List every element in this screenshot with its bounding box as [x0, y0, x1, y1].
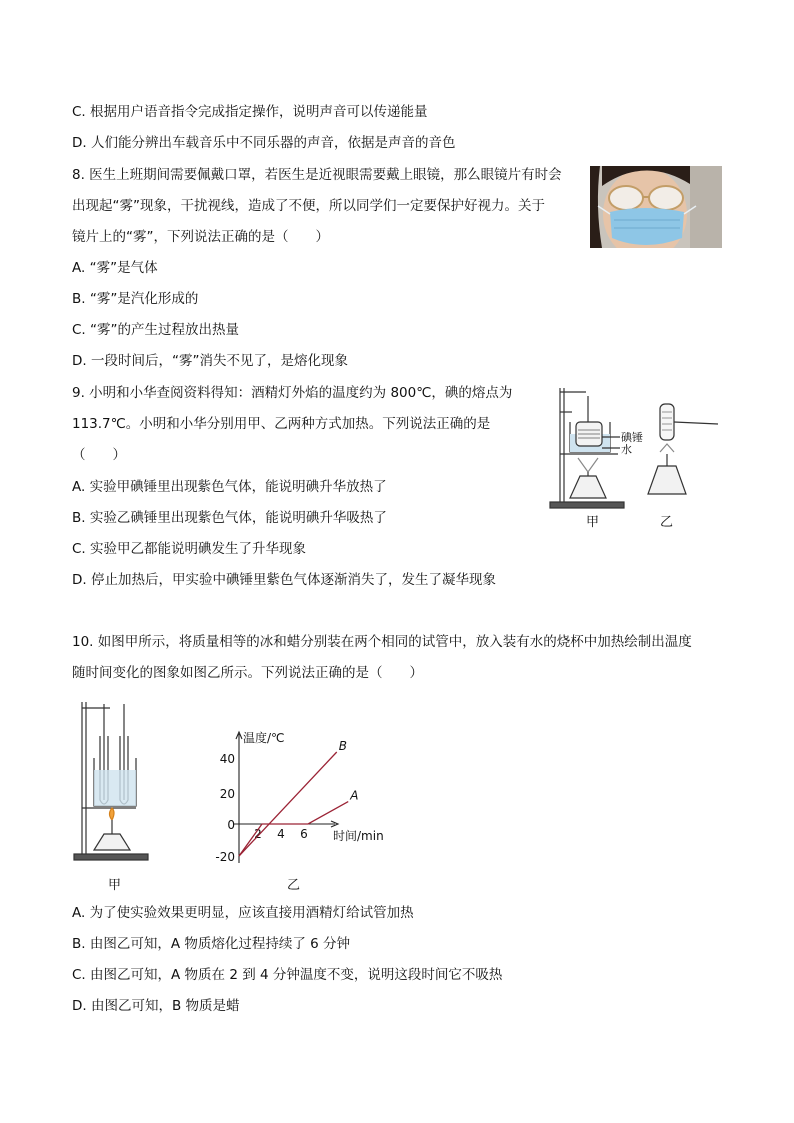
x-axis-label: 时间/min	[333, 829, 384, 843]
y-tick-40: 40	[219, 752, 235, 766]
q9-option-b: B. 实验乙碘锤里出现紫色气体，能说明碘升华吸热了	[72, 510, 387, 526]
fig-yi-caption: 乙	[660, 515, 674, 530]
q10-option-a: A. 为了使实验效果更明显，应该直接用酒精灯给试管加热	[72, 905, 414, 921]
y-tick-neg20: -20	[215, 850, 235, 864]
q8-option-a: A. “雾”是气体	[72, 260, 158, 276]
q8-stem-line3: 镜片上的“雾”，下列说法正确的是（ ）	[72, 229, 329, 245]
q8-option-b: B. “雾”是汽化形成的	[72, 291, 199, 307]
x-tick-2: 2	[254, 827, 262, 841]
q9-stem-line3: （ ）	[72, 447, 126, 463]
q10-option-c: C. 由图乙可知，A 物质在 2 到 4 分钟温度不变，说明这段时间它不吸热	[72, 967, 503, 983]
q7-option-d: D. 人们能分辨出车载音乐中不同乐器的声音，依据是声音的音色	[72, 135, 456, 151]
series-a-label: A	[350, 788, 359, 803]
temperature-time-chart	[205, 728, 405, 877]
q9-option-d: D. 停止加热后，甲实验中碘锤里紫色气体逐渐消失了，发生了凝华现象	[72, 572, 496, 588]
q10-stem-line2: 随时间变化的图象如图乙所示。下列说法正确的是（ ）	[72, 665, 423, 681]
water-label: 水	[621, 443, 632, 456]
q8-option-d: D. 一段时间后，“雾”消失不见了，是熔化现象	[72, 353, 348, 369]
x-tick-4: 4	[277, 827, 285, 841]
q7-option-c: C. 根据用户语音指令完成指定操作，说明声音可以传递能量	[72, 104, 428, 120]
fig-jia-caption: 甲	[586, 515, 600, 530]
q8-stem-line1: 8. 医生上班期间需要佩戴口罩，若医生是近视眼需要戴上眼镜，那么眼镜片有时会	[72, 167, 562, 183]
series-b-label: B	[338, 739, 347, 753]
melting-apparatus-figure	[70, 696, 160, 870]
y-axis-label: 温度/℃	[243, 731, 285, 745]
q10-option-b: B. 由图乙可知，A 物质熔化过程持续了 6 分钟	[72, 936, 351, 952]
q9-stem-line2: 113.7℃。小明和小华分别用甲、乙两种方式加热。下列说法正确的是	[72, 416, 491, 432]
q10-stem-line1: 10. 如图甲所示，将质量相等的冰和蜡分别装在两个相同的试管中，放入装有水的烧杯中加热绘制出温度	[72, 634, 692, 650]
series-b-line	[239, 752, 337, 856]
masked-doctor-photo	[590, 166, 722, 248]
iodine-hammer-label: 碘锤	[621, 431, 643, 444]
apparatus-jia-caption: 甲	[108, 878, 122, 893]
q9-option-a: A. 实验甲碘锤里出现紫色气体，能说明碘升华放热了	[72, 479, 387, 495]
x-tick-6: 6	[300, 827, 308, 841]
q9-option-c: C. 实验甲乙都能说明碘发生了升华现象	[72, 541, 307, 557]
q10-option-d: D. 由图乙可知，B 物质是蜡	[72, 998, 240, 1014]
q8-stem-line2: 出现起“雾”现象，干扰视线，造成了不便，所以同学们一定要保护好视力。关于	[72, 198, 545, 214]
q9-stem-line1: 9. 小明和小华查阅资料得知：酒精灯外焰的温度约为 800℃，碘的熔点为	[72, 385, 513, 401]
iodine-experiment-figure	[548, 382, 728, 536]
q8-option-c: C. “雾”的产生过程放出热量	[72, 322, 239, 338]
y-tick-20: 20	[219, 787, 235, 801]
chart-yi-caption: 乙	[287, 878, 301, 893]
y-tick-0: 0	[227, 818, 235, 832]
